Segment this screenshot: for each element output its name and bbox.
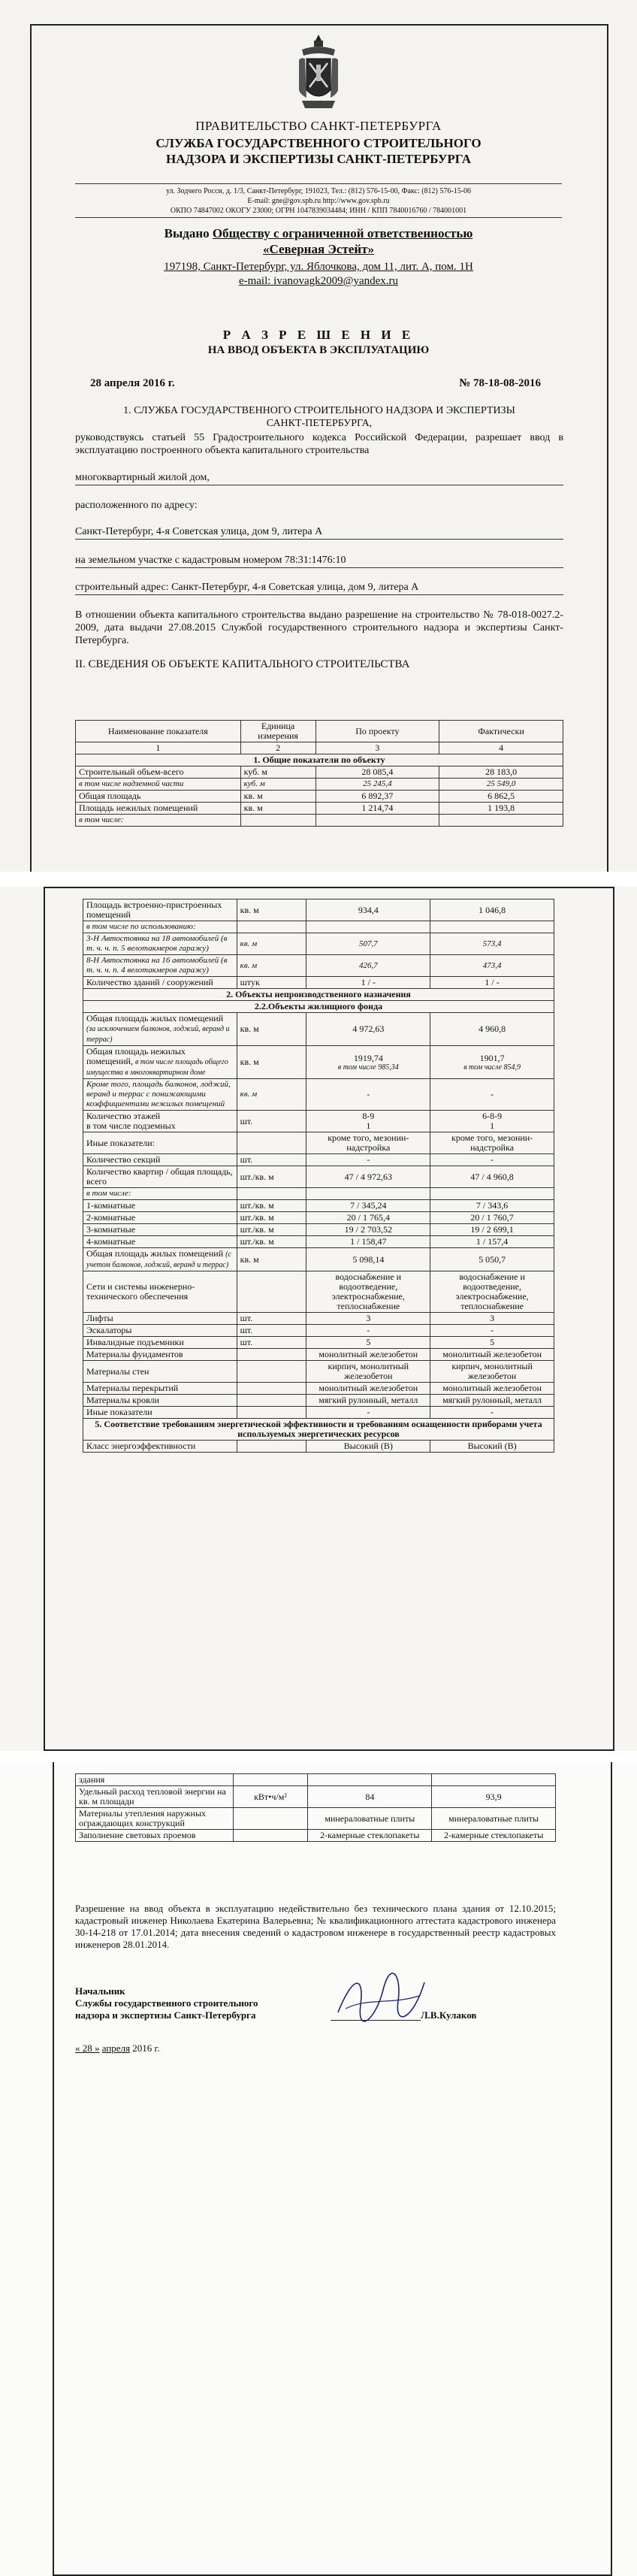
service-address: ул. Зодчего Росси, д. 1/3, Санкт-Петербург, 191023, Тел.: (812) 576-15-00, Факс: (812) 576-15-06 bbox=[165, 187, 472, 195]
row-plan: 426,7 bbox=[306, 955, 430, 977]
row-plan: 2-камерные стеклопакеты bbox=[308, 1830, 432, 1842]
table-row bbox=[83, 1212, 554, 1224]
table-row bbox=[83, 899, 554, 921]
row-label-text: Количество этажей bbox=[86, 1111, 161, 1121]
row-plan: Высокий (В) bbox=[306, 1441, 430, 1453]
row-label: Материалы стен bbox=[83, 1361, 237, 1383]
row-label-text: Общая площадь нежилых помещений, bbox=[86, 1046, 186, 1066]
row-plan: 934,4 bbox=[306, 899, 430, 921]
row-fact: 473,4 bbox=[430, 955, 554, 977]
row-unit: шт./кв. м bbox=[237, 1212, 306, 1224]
row-plan bbox=[308, 1774, 432, 1786]
row-fact: 1 / 157,4 bbox=[430, 1236, 554, 1248]
row-unit: шт./кв. м bbox=[237, 1200, 306, 1212]
row-label: Площадь встроенно-пристроенных помещений bbox=[83, 899, 237, 921]
row-unit bbox=[237, 1395, 306, 1407]
row-label: 1-комнатные bbox=[83, 1200, 237, 1212]
table-header-row bbox=[76, 721, 563, 742]
table-row bbox=[83, 1361, 554, 1383]
row-label: Количество квартир / общая площадь, всего bbox=[83, 1166, 237, 1188]
row-fact: водоснабжение и водоотведение, электроснабжение, теплоснабжение bbox=[430, 1271, 554, 1313]
row-plan: 7 / 345,24 bbox=[306, 1200, 430, 1212]
st-petersburg-coat-of-arms-icon bbox=[291, 30, 346, 113]
table-row bbox=[83, 1166, 554, 1188]
row-unit bbox=[237, 1132, 306, 1154]
group-title: 2.2.Объекты жилищного фонда bbox=[83, 1001, 554, 1013]
section1-body: руководствуясь статьей 55 Градостроительного кодекса Российской Федерации, разрешает ввод в эксплуатацию построенного объекта капитального строительства bbox=[75, 432, 563, 456]
fact-value: 1901,7 bbox=[479, 1052, 505, 1063]
row-fact: 20 / 1 760,7 bbox=[430, 1212, 554, 1224]
row-unit bbox=[237, 1441, 306, 1453]
permit-title: Р А З Р Е Ш Е Н И Е bbox=[222, 328, 415, 342]
indicators-table-part-3 bbox=[75, 1773, 556, 1842]
row-plan: 84 bbox=[308, 1786, 432, 1808]
row-unit bbox=[237, 1349, 306, 1361]
group-title: 1. Общие показатели по объекту bbox=[76, 754, 563, 766]
row-unit: кв. м bbox=[237, 955, 306, 977]
row-label: Количество зданий / сооружений bbox=[83, 977, 237, 989]
row-label: 3-комнатные bbox=[83, 1224, 237, 1236]
row-plan bbox=[315, 815, 439, 827]
row-fact: монолитный железобетон bbox=[430, 1383, 554, 1395]
row-unit: кВт•ч/м² bbox=[233, 1786, 308, 1808]
table-row bbox=[83, 1236, 554, 1248]
table-row bbox=[83, 933, 554, 955]
row-plan: 1 / - bbox=[306, 977, 430, 989]
row-unit: шт. bbox=[237, 1325, 306, 1337]
signer-title-1: Начальник bbox=[75, 1985, 125, 1997]
row-unit bbox=[233, 1774, 308, 1786]
row-unit: шт. bbox=[237, 1313, 306, 1325]
row-unit bbox=[237, 921, 306, 933]
table-row bbox=[83, 1325, 554, 1337]
table-row bbox=[83, 1224, 554, 1236]
indicators-table-part-2 bbox=[83, 899, 554, 1453]
table-row bbox=[83, 1441, 554, 1453]
row-unit bbox=[237, 1188, 306, 1200]
row-plan: 4 972,63 bbox=[306, 1013, 430, 1046]
row-plan: 25 245,4 bbox=[315, 779, 439, 791]
row-unit bbox=[237, 1383, 306, 1395]
row-unit: штук bbox=[237, 977, 306, 989]
table-row bbox=[83, 977, 554, 989]
table-row bbox=[76, 1786, 556, 1808]
row-unit: шт. bbox=[237, 1337, 306, 1349]
row-label: Лифты bbox=[83, 1313, 237, 1325]
fact-value: 6-8-9 bbox=[482, 1111, 503, 1121]
construction-permit-text: В отношении объекта капитального строительства выдано разрешение на строительство № 78-018-0027.2-2009, дата выдачи 27.08.2015 Службой государственного строительного надзора и экспертизы Санкт-Петербурга. bbox=[75, 609, 563, 646]
row-plan: 6 892,37 bbox=[315, 791, 439, 803]
permit-subtitle: НА ВВОД ОБЪЕКТА В ЭКСПЛУАТАЦИЮ bbox=[207, 344, 430, 356]
org-name-line-1: Обществу с ограниченной ответственностью bbox=[212, 226, 473, 240]
table-row bbox=[76, 1830, 556, 1842]
row-fact bbox=[430, 921, 554, 933]
row-fact: 2-камерные стеклопакеты bbox=[432, 1830, 556, 1842]
row-label: Инвалидные подъемники bbox=[83, 1337, 237, 1349]
row-unit: шт./кв. м bbox=[237, 1236, 306, 1248]
technical-plan-note: Разрешение на ввод объекта в эксплуатацию недействительно без технического плана здания от 12.10.2015; кадастровый инженер Николаева Екатерина Валерьевна; № квалификационного аттестата кадастрового инженера 30-14-218 от 17.01.2014; дата внесения сведений о кадастровом инженере в государственный реестр кадастровых инженеров 28.01.2014. bbox=[75, 1903, 556, 1950]
group-row bbox=[83, 1419, 554, 1441]
plan-note: в том числе 985,34 bbox=[337, 1063, 399, 1072]
signature-day: « 28 » bbox=[75, 2042, 100, 2054]
row-label: 4-комнатные bbox=[83, 1236, 237, 1248]
row-plan: - bbox=[306, 1325, 430, 1337]
row-fact: кроме того, мезонин-надстройка bbox=[430, 1132, 554, 1154]
row-unit: шт./кв. м bbox=[237, 1224, 306, 1236]
table-row bbox=[83, 1349, 554, 1361]
column-number: 3 bbox=[315, 742, 439, 754]
signature-date bbox=[75, 2042, 160, 2054]
section2-heading: II. СВЕДЕНИЯ ОБ ОБЪЕКТЕ КАПИТАЛЬНОГО СТРОИТЕЛЬСТВА bbox=[75, 658, 410, 670]
table-row bbox=[83, 1407, 554, 1419]
group-row bbox=[83, 989, 554, 1001]
row-plan: - bbox=[306, 1407, 430, 1419]
group-row bbox=[76, 754, 563, 766]
row-label: Материалы перекрытий bbox=[83, 1383, 237, 1395]
row-plan: 19 / 2 703,52 bbox=[306, 1224, 430, 1236]
table-row bbox=[83, 1013, 554, 1046]
table-row bbox=[76, 803, 563, 815]
row-label-note: (за исключением балконов, лоджий, веранд и террас) bbox=[86, 1025, 230, 1044]
row-label bbox=[83, 1248, 237, 1271]
handwritten-signature-icon bbox=[331, 1967, 428, 2027]
row-fact bbox=[432, 1774, 556, 1786]
row-unit: шт. bbox=[237, 1154, 306, 1166]
row-plan bbox=[306, 1111, 430, 1132]
table-row bbox=[83, 1248, 554, 1271]
row-fact: кирпич, монолитный железобетон bbox=[430, 1361, 554, 1383]
row-fact bbox=[430, 1188, 554, 1200]
row-unit: куб. м bbox=[240, 779, 315, 791]
row-label: Иные показатели bbox=[83, 1407, 237, 1419]
row-label: Эскалаторы bbox=[83, 1325, 237, 1337]
table-row bbox=[83, 1200, 554, 1212]
row-fact: мягкий рулонный, металл bbox=[430, 1395, 554, 1407]
row-fact: монолитный железобетон bbox=[430, 1349, 554, 1361]
permit-number: № 78-18-08-2016 bbox=[459, 377, 541, 389]
row-plan: 5 098,14 bbox=[306, 1248, 430, 1271]
row-label-text: Общая площадь жилых помещений bbox=[86, 1248, 224, 1259]
row-unit bbox=[237, 1271, 306, 1313]
section1-heading-line-2: САНКТ-ПЕТЕРБУРГА, bbox=[266, 418, 373, 429]
row-unit bbox=[237, 1407, 306, 1419]
table-row bbox=[83, 1395, 554, 1407]
row-fact: 47 / 4 960,8 bbox=[430, 1166, 554, 1188]
indicators-table-part-1 bbox=[75, 720, 563, 827]
row-fact: Высокий (В) bbox=[430, 1441, 554, 1453]
row-plan: - bbox=[306, 1154, 430, 1166]
parcel-number: на земельном участке с кадастровым номером 78:31:1476:10 bbox=[75, 555, 563, 568]
row-fact: минераловатные плиты bbox=[432, 1808, 556, 1830]
group-title: 2. Объекты непроизводственного назначения bbox=[83, 989, 554, 1001]
row-fact: 1 193,8 bbox=[439, 803, 563, 815]
row-label: Удельный расход тепловой энергии на кв. м площади bbox=[76, 1786, 234, 1808]
row-plan: - bbox=[306, 1079, 430, 1111]
row-plan bbox=[306, 1046, 430, 1079]
fact-sub: 1 bbox=[490, 1120, 495, 1131]
row-label: Заполнение световых проемов bbox=[76, 1830, 234, 1842]
row-plan: монолитный железобетон bbox=[306, 1383, 430, 1395]
table-row bbox=[76, 791, 563, 803]
row-plan: 507,7 bbox=[306, 933, 430, 955]
row-fact: 1 046,8 bbox=[430, 899, 554, 921]
row-unit bbox=[237, 1361, 306, 1383]
page-1 bbox=[0, 0, 637, 872]
row-plan: 1 / 158,47 bbox=[306, 1236, 430, 1248]
table-row bbox=[83, 1271, 554, 1313]
header-cell: По проекту bbox=[315, 721, 439, 742]
plan-value: 8-9 bbox=[362, 1111, 375, 1121]
table-row bbox=[83, 1188, 554, 1200]
row-label: Материалы фундаментов bbox=[83, 1349, 237, 1361]
row-label: Общая площадь bbox=[76, 791, 241, 803]
row-fact: 1 / - bbox=[430, 977, 554, 989]
service-codes: ОКПО 74847002 ОКОГУ 23000; ОГРН 1047839034484; ИНН / КПП 7840016760 / 784001001 bbox=[170, 207, 467, 215]
header-cell: Фактически bbox=[439, 721, 563, 742]
row-fact: 25 549,0 bbox=[439, 779, 563, 791]
header-divider-bottom bbox=[75, 217, 562, 218]
table-row bbox=[83, 1111, 554, 1132]
row-unit: шт./кв. м bbox=[237, 1166, 306, 1188]
table-row bbox=[83, 1132, 554, 1154]
table-row bbox=[83, 1337, 554, 1349]
row-fact: - bbox=[430, 1407, 554, 1419]
row-unit: кв. м bbox=[237, 1046, 306, 1079]
table-row bbox=[76, 766, 563, 779]
org-name-line-2: «Северная Эстейт» bbox=[262, 242, 375, 256]
row-plan: 47 / 4 972,63 bbox=[306, 1166, 430, 1188]
table-row bbox=[76, 815, 563, 827]
header-divider bbox=[75, 183, 562, 184]
header-cell: Единица измерения bbox=[240, 721, 315, 742]
table-row bbox=[83, 1313, 554, 1325]
row-label: в том числе: bbox=[76, 815, 241, 827]
row-label: Иные показатели: bbox=[83, 1132, 237, 1154]
row-plan: 5 bbox=[306, 1337, 430, 1349]
column-number: 1 bbox=[76, 742, 241, 754]
row-label bbox=[83, 1013, 237, 1046]
table-row bbox=[83, 1046, 554, 1079]
row-unit: шт. bbox=[237, 1111, 306, 1132]
row-fact: 5 050,7 bbox=[430, 1248, 554, 1271]
row-plan bbox=[306, 1188, 430, 1200]
column-number-row bbox=[76, 742, 563, 754]
page-3 bbox=[0, 1762, 637, 2576]
org-email: e-mail: ivanovagk2009@yandex.ru bbox=[238, 275, 399, 287]
row-fact: 28 183,0 bbox=[439, 766, 563, 779]
row-plan: 28 085,4 bbox=[315, 766, 439, 779]
object-name: многоквартирный жилой дом, bbox=[75, 472, 563, 485]
column-number: 4 bbox=[439, 742, 563, 754]
table-row bbox=[83, 1154, 554, 1166]
row-plan bbox=[306, 921, 430, 933]
row-label: 8-Н Автостоянка на 16 автомобилей (в т. ч. ч. п. 4 велотакмеров гаражу) bbox=[83, 955, 237, 977]
plan-sub: 1 bbox=[366, 1120, 371, 1131]
row-label: Строительный объем-всего bbox=[76, 766, 241, 779]
org-address: 197198, Санкт-Петербург, ул. Яблочкова, дом 11, лит. А, пом. 1Н bbox=[164, 261, 473, 273]
row-plan: кирпич, монолитный железобетон bbox=[306, 1361, 430, 1383]
row-label bbox=[83, 1046, 237, 1079]
row-label-note: (с учетом балконов, лоджий, веранд и террас) bbox=[86, 1250, 231, 1269]
table-row bbox=[76, 1808, 556, 1830]
row-unit: кв. м bbox=[237, 899, 306, 921]
row-unit bbox=[233, 1830, 308, 1842]
row-fact: 93,9 bbox=[432, 1786, 556, 1808]
table-row bbox=[83, 1383, 554, 1395]
row-fact: - bbox=[430, 1154, 554, 1166]
building-address: строительный адрес: Санкт-Петербург, 4-я Советская улица, дом 9, литера А bbox=[75, 582, 563, 595]
column-number: 2 bbox=[240, 742, 315, 754]
row-label: Материалы кровли bbox=[83, 1395, 237, 1407]
row-unit: кв. м bbox=[237, 933, 306, 955]
row-fact bbox=[430, 1111, 554, 1132]
object-address: Санкт-Петербург, 4-я Советская улица, дом 9, литера А bbox=[75, 526, 563, 540]
table-row bbox=[76, 1774, 556, 1786]
row-plan: кроме того, мезонин-надстройка bbox=[306, 1132, 430, 1154]
service-name-line-2: НАДЗОРА И ЭКСПЕРТИЗЫ САНКТ-ПЕТЕРБУРГА bbox=[166, 152, 471, 166]
row-unit: кв. м bbox=[237, 1248, 306, 1271]
row-fact: 5 bbox=[430, 1337, 554, 1349]
row-unit: кв. м bbox=[240, 803, 315, 815]
row-fact bbox=[430, 1046, 554, 1079]
row-label: в том числе: bbox=[83, 1188, 237, 1200]
row-plan: 1 214,74 bbox=[315, 803, 439, 815]
signature-year: 2016 г. bbox=[132, 2042, 160, 2054]
group-row bbox=[83, 1001, 554, 1013]
row-plan: водоснабжение и водоотведение, электроснабжение, теплоснабжение bbox=[306, 1271, 430, 1313]
section1-heading-line-1: 1. СЛУЖБА ГОСУДАРСТВЕННОГО СТРОИТЕЛЬНОГО НАДЗОРА И ЭКСПЕРТИЗЫ bbox=[123, 405, 515, 416]
signer-title-3: надзора и экспертизы Санкт-Петербурга bbox=[75, 2009, 256, 2021]
row-label: Материалы утепления наружных ограждающих конструкций bbox=[76, 1808, 234, 1830]
page-3-border bbox=[53, 1762, 612, 2576]
row-label: Кроме того, площадь балконов, лоджий, веранд и террас с понижающими коэффициентами нежилых помещений bbox=[83, 1079, 237, 1111]
row-fact: - bbox=[430, 1079, 554, 1111]
row-unit: кв. м bbox=[237, 1013, 306, 1046]
service-name-line-1: СЛУЖБА ГОСУДАРСТВЕННОГО СТРОИТЕЛЬНОГО bbox=[155, 136, 482, 150]
row-fact: - bbox=[430, 1325, 554, 1337]
row-label: Количество секций bbox=[83, 1154, 237, 1166]
header-cell: Наименование показателя bbox=[76, 721, 241, 742]
row-fact: 6 862,5 bbox=[439, 791, 563, 803]
row-fact: 3 bbox=[430, 1313, 554, 1325]
row-unit bbox=[240, 815, 315, 827]
row-unit: куб. м bbox=[240, 766, 315, 779]
table-row bbox=[83, 955, 554, 977]
group-title: 5. Соответствие требованиям энергетической эффективности и требованиям оснащенности приборами учета используемых энергетических ресурсов bbox=[83, 1419, 554, 1441]
org-address-block bbox=[90, 260, 547, 289]
permit-date: 28 апреля 2016 г. bbox=[90, 377, 175, 389]
located-label: расположенного по адресу: bbox=[75, 500, 198, 511]
row-label-sub: в том числе подземных bbox=[86, 1120, 176, 1131]
row-unit: кв. м bbox=[237, 1079, 306, 1111]
row-label: Класс энергоэффективности bbox=[83, 1441, 237, 1453]
row-plan: минераловатные плиты bbox=[308, 1808, 432, 1830]
government-name: ПРАВИТЕЛЬСТВО САНКТ-ПЕТЕРБУРГА bbox=[195, 119, 442, 133]
row-plan: мягкий рулонный, металл bbox=[306, 1395, 430, 1407]
row-fact: 4 960,8 bbox=[430, 1013, 554, 1046]
row-label: Площадь нежилых помещений bbox=[76, 803, 241, 815]
row-unit bbox=[233, 1808, 308, 1830]
signer-name: Л.В.Кулаков bbox=[421, 2009, 477, 2021]
issued-to bbox=[90, 225, 547, 257]
row-plan: 20 / 1 765,4 bbox=[306, 1212, 430, 1224]
signer-title-2: Службы государственного строительного bbox=[75, 1997, 258, 2009]
row-label-note: в том числе площадь общего имущества в многоквартирном доме bbox=[86, 1058, 228, 1077]
row-label: здания bbox=[76, 1774, 234, 1786]
row-label: в том числе по использованию: bbox=[83, 921, 237, 933]
row-unit: кв. м bbox=[240, 791, 315, 803]
row-fact: 573,4 bbox=[430, 933, 554, 955]
row-label: 2-комнатные bbox=[83, 1212, 237, 1224]
table-row bbox=[76, 779, 563, 791]
table-row bbox=[83, 1079, 554, 1111]
row-fact: 19 / 2 699,1 bbox=[430, 1224, 554, 1236]
row-label bbox=[83, 1111, 237, 1132]
row-fact bbox=[439, 815, 563, 827]
row-label: в том числе надземной части bbox=[76, 779, 241, 791]
signature-month: апреля bbox=[101, 2042, 131, 2054]
table-row bbox=[83, 921, 554, 933]
issued-prefix: Выдано bbox=[164, 226, 210, 240]
fact-note: в том числе 854,9 bbox=[463, 1063, 521, 1072]
row-label-text: Общая площадь жилых помещений bbox=[86, 1013, 224, 1023]
plan-value: 1919,74 bbox=[353, 1052, 383, 1063]
row-plan: 3 bbox=[306, 1313, 430, 1325]
row-plan: монолитный железобетон bbox=[306, 1349, 430, 1361]
row-label: 3-Н Автостоянка на 18 автомобилей (в т. ч. ч. п. 5 велотакмеров гаражу) bbox=[83, 933, 237, 955]
service-email: E-mail: gne@gov.spb.ru http://www.gov.spb.ru bbox=[247, 197, 390, 205]
row-fact: 7 / 343,6 bbox=[430, 1200, 554, 1212]
row-label: Сети и системы инженерно-технического обеспечения bbox=[83, 1271, 237, 1313]
